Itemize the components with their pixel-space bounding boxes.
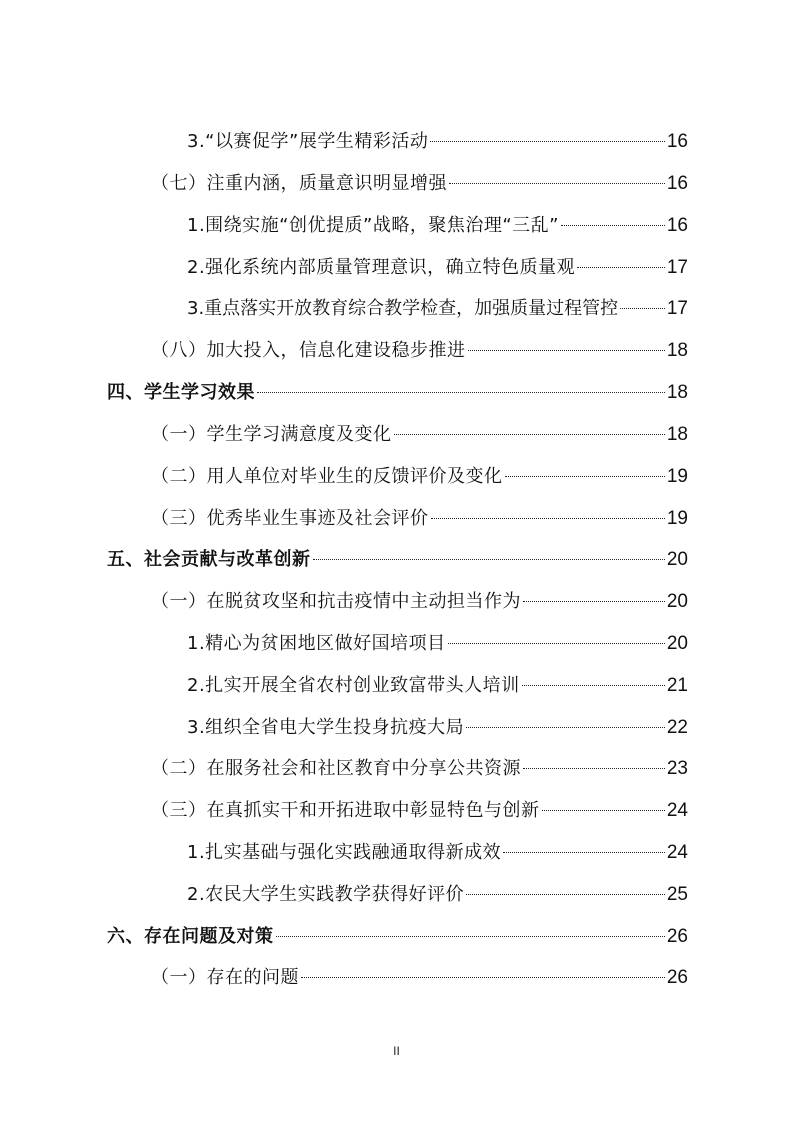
toc-entry-page: 26 (666, 926, 688, 947)
toc-entry[interactable] (187, 630, 688, 658)
toc-entry-title: 1.扎实基础与强化实践融通取得新成效 (187, 842, 502, 863)
toc-dot-leader (466, 727, 665, 728)
toc-entry[interactable] (151, 588, 688, 616)
toc-entry[interactable] (151, 964, 688, 992)
toc-entry-title: （三）优秀毕业生事迹及社会评价 (151, 508, 429, 529)
toc-entry-page: 18 (666, 424, 688, 445)
toc-entry-page: 16 (666, 173, 688, 194)
toc-entry-title: 五、社会贡献与改革创新 (107, 549, 311, 570)
toc-entry-title: （二）在服务社会和社区教育中分享公共资源 (151, 758, 521, 779)
toc-entry-page: 18 (666, 382, 688, 403)
toc-dot-leader (522, 685, 665, 686)
toc-entry[interactable] (151, 505, 688, 533)
toc-entry[interactable] (187, 714, 688, 742)
toc-entry-title: （一）学生学习满意度及变化 (151, 424, 392, 445)
toc-dot-leader (431, 518, 665, 519)
toc-entry-page: 20 (666, 633, 688, 654)
toc-entry[interactable] (151, 421, 688, 449)
toc-dot-leader (301, 977, 665, 978)
toc-dot-leader (620, 308, 665, 309)
toc-entry[interactable] (151, 463, 688, 491)
toc-entry[interactable] (107, 546, 688, 574)
toc-entry-page: 22 (666, 717, 688, 738)
toc-entry-page: 17 (666, 257, 688, 278)
toc-entry[interactable] (107, 379, 688, 407)
toc-entry[interactable] (151, 797, 688, 825)
toc-entry-page: 23 (666, 758, 688, 779)
toc-dot-leader (466, 894, 665, 895)
toc-entry[interactable] (187, 212, 688, 240)
toc-entry-title: （二）用人单位对毕业生的反馈评价及变化 (151, 466, 503, 487)
toc-entry-title: （一）存在的问题 (151, 967, 299, 988)
toc-entry-page: 19 (666, 508, 688, 529)
toc-dot-leader (503, 852, 665, 853)
toc-dot-leader (542, 810, 665, 811)
toc-entry[interactable] (187, 254, 688, 282)
toc-entry-title: （七）注重内涵，质量意识明显增强 (151, 173, 447, 194)
toc-entry[interactable] (151, 755, 688, 783)
toc-entry-title: （三）在真抓实干和开拓进取中彰显特色与创新 (151, 800, 540, 821)
toc-entry[interactable] (187, 839, 688, 867)
toc-entry-title: 2.农民大学生实践教学获得好评价 (187, 884, 465, 905)
toc-entry-page: 25 (666, 884, 688, 905)
toc-entry-page: 20 (666, 549, 688, 570)
toc-dot-leader (257, 392, 665, 393)
toc-entry-page: 20 (666, 591, 688, 612)
toc-dot-leader (313, 559, 665, 560)
toc-entry[interactable] (187, 128, 688, 156)
toc-entry-title: 3.重点落实开放教育综合教学检查，加强质量过程管控 (187, 298, 619, 319)
toc-dot-leader (448, 643, 665, 644)
toc-entry[interactable] (151, 337, 688, 365)
toc-entry-page: 17 (666, 298, 688, 319)
toc-entry-page: 24 (666, 800, 688, 821)
toc-dot-leader (276, 936, 665, 937)
toc-entry-page: 18 (666, 340, 688, 361)
toc-entry-page: 26 (666, 967, 688, 988)
toc-entry-title: 1.围绕实施“创优提质”战略，聚焦治理“三乱” (187, 215, 559, 236)
toc-dot-leader (449, 183, 665, 184)
toc-dot-leader (523, 768, 665, 769)
toc-entry[interactable] (187, 295, 688, 323)
page-number: II (393, 1044, 400, 1058)
toc-entry-page: 16 (666, 215, 688, 236)
toc-entry-title: 六、存在问题及对策 (107, 926, 274, 947)
toc-entry[interactable] (107, 923, 688, 951)
toc-entry-page: 19 (666, 466, 688, 487)
toc-entry[interactable] (187, 881, 688, 909)
toc-dot-leader (577, 267, 665, 268)
toc-entry-title: （八）加大投入，信息化建设稳步推进 (151, 340, 466, 361)
toc-entry-title: 1.精心为贫困地区做好国培项目 (187, 633, 446, 654)
toc-entry-page: 16 (666, 131, 688, 152)
toc-entry-title: 3.“以赛促学”展学生精彩活动 (187, 131, 429, 152)
toc-dot-leader (394, 434, 665, 435)
toc-entry[interactable] (187, 672, 688, 700)
toc-entry[interactable] (151, 170, 688, 198)
toc-dot-leader (505, 476, 665, 477)
toc-entry-title: （一）在脱贫攻坚和抗击疫情中主动担当作为 (151, 591, 521, 612)
toc-dot-leader (523, 601, 665, 602)
toc-entry-title: 2.扎实开展全省农村创业致富带头人培训 (187, 675, 520, 696)
toc-entry-page: 21 (666, 675, 688, 696)
toc-dot-leader (468, 350, 665, 351)
toc-entry-title: 3.组织全省电大学生投身抗疫大局 (187, 717, 465, 738)
toc-entry-title: 四、学生学习效果 (107, 382, 255, 403)
toc-entry-page: 24 (666, 842, 688, 863)
toc-dot-leader (561, 225, 665, 226)
toc-entry-title: 2.强化系统内部质量管理意识，确立特色质量观 (187, 257, 576, 278)
toc-dot-leader (430, 141, 665, 142)
